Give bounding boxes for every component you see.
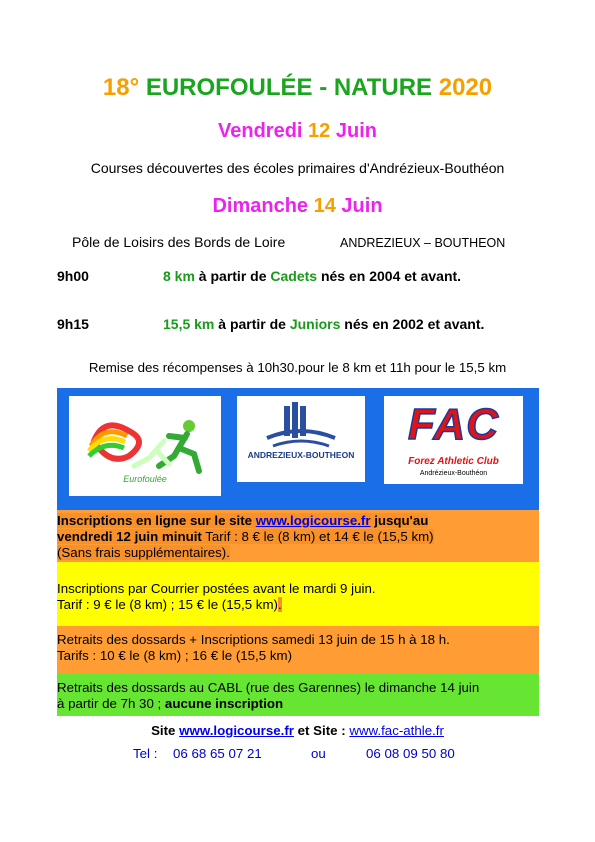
andrezieux-label: ANDREZIEUX-BOUTHEON bbox=[247, 450, 355, 460]
race-1-info: 8 km à partir de Cadets nés en 2004 et avant. bbox=[163, 268, 462, 284]
eurofoulee-logo bbox=[69, 396, 221, 496]
sites-line: Site www.logicourse.fr et Site : www.fac-athle.fr bbox=[151, 723, 444, 738]
venue: Pôle de Loisirs des Bords de Loire bbox=[72, 234, 286, 250]
fac-city: Andrézieux-Bouthéon bbox=[419, 470, 488, 477]
race-1-time: 9h00 bbox=[57, 268, 89, 284]
logicourse-site-link[interactable]: www.logicourse.fr bbox=[179, 723, 294, 738]
eurofoulee-label: Eurofoulée bbox=[123, 474, 167, 484]
phone-or: ou bbox=[311, 746, 326, 761]
phone-label: Tel : bbox=[133, 746, 158, 761]
mail-registration: Inscriptions par Courrier postées avant le mardi 9 juin. Tarif : 9 € le (8 km) ; 15 € le (15,5 km). bbox=[57, 562, 539, 626]
logicourse-link[interactable]: www.logicourse.fr bbox=[255, 513, 371, 528]
fac-logo bbox=[384, 396, 523, 484]
event-title: 18° EUROFOULÉE - NATURE 2020 bbox=[102, 74, 493, 101]
friday-heading: Vendredi 12 Juin bbox=[218, 120, 377, 142]
logos-band bbox=[57, 388, 539, 510]
race-2-time: 9h15 bbox=[57, 316, 89, 332]
phone-2: 06 08 09 50 80 bbox=[366, 746, 455, 761]
online-registration: Inscriptions en ligne sur le site www.logicourse.fr jusqu'au vendredi 12 juin minuit Tarif : 8 € le (8 km) et 14 € le (15,5 km) (Sans frais supplémentaires). bbox=[57, 510, 539, 562]
pickup-saturday: Retraits des dossards + Inscriptions samedi 13 juin de 15 h à 18 h. Tarifs : 10 € le (8 km) ; 16 € le (15,5 km) bbox=[57, 626, 539, 674]
fac-letters: FAC bbox=[408, 400, 499, 449]
phone-1: 06 68 65 07 21 bbox=[173, 746, 262, 761]
andrezieux-logo bbox=[237, 396, 365, 482]
city: ANDREZIEUX – BOUTHEON bbox=[340, 236, 506, 250]
fac-name: Forez Athletic Club bbox=[408, 456, 499, 467]
race-2-info: 15,5 km à partir de Juniors nés en 2002 et avant. bbox=[163, 316, 485, 332]
fac-athle-link[interactable]: www.fac-athle.fr bbox=[349, 723, 444, 738]
awards-info: Remise des récompenses à 10h30.pour le 8 km et 11h pour le 15,5 km bbox=[88, 360, 507, 375]
pickup-sunday: Retraits des dossards au CABL (rue des Garennes) le dimanche 14 juin à partir de 7h 30 ; aucune inscription bbox=[57, 674, 539, 716]
friday-description: Courses découvertes des écoles primaires d'Andrézieux-Bouthéon bbox=[90, 160, 505, 176]
sunday-heading: Dimanche 14 Juin bbox=[212, 195, 383, 217]
